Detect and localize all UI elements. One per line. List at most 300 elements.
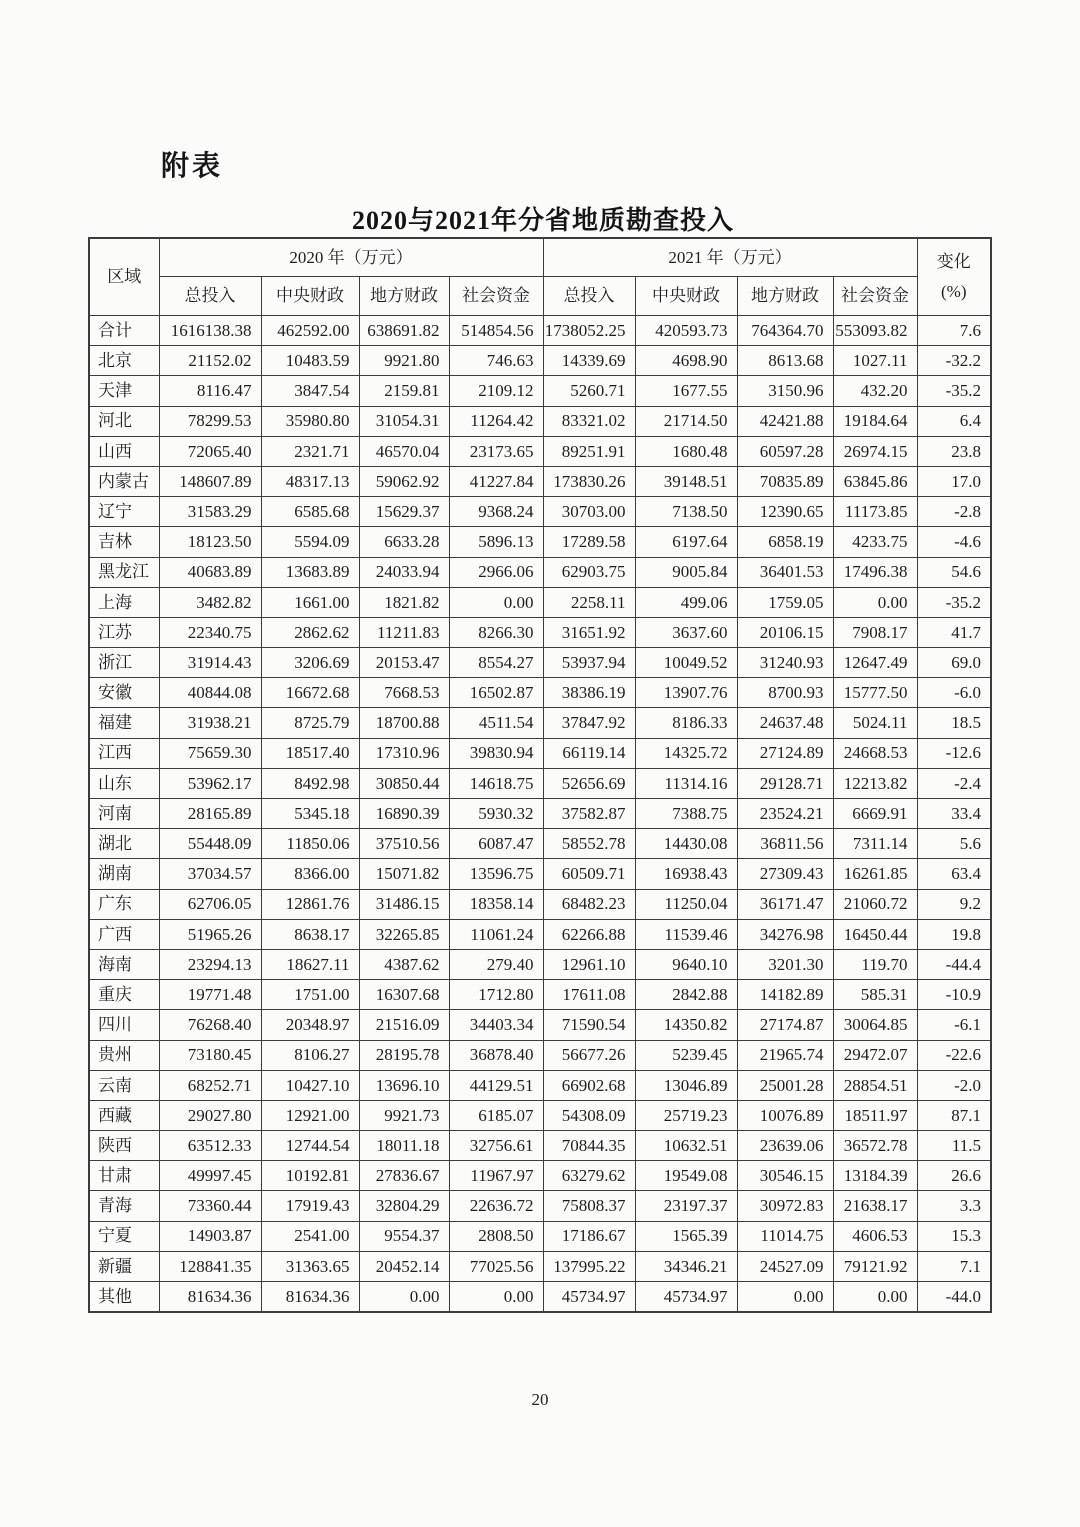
value-cell: 81634.36 (159, 1282, 261, 1313)
col-header-2021-total: 总投入 (543, 277, 635, 316)
value-cell: 12921.00 (261, 1100, 359, 1130)
value-cell: 27836.67 (359, 1161, 449, 1191)
value-cell: 21060.72 (833, 889, 917, 919)
value-cell: 6585.68 (261, 497, 359, 527)
value-cell: 764364.70 (737, 316, 833, 346)
value-cell: 0.00 (833, 587, 917, 617)
col-header-2021-central: 中央财政 (635, 277, 737, 316)
value-cell: 31583.29 (159, 497, 261, 527)
value-cell: 13683.89 (261, 557, 359, 587)
table-row (89, 1191, 991, 1221)
value-cell: 13696.10 (359, 1070, 449, 1100)
change-cell: 7.1 (917, 1251, 991, 1281)
value-cell: 75659.30 (159, 738, 261, 768)
page-number: 20 (531, 1390, 549, 1409)
region-cell: 黑龙江 (89, 557, 159, 587)
table-row (89, 1010, 991, 1040)
value-cell: 9005.84 (635, 557, 737, 587)
value-cell: 17496.38 (833, 557, 917, 587)
value-cell: 11014.75 (737, 1221, 833, 1251)
region-cell: 贵州 (89, 1040, 159, 1070)
value-cell: 11967.97 (449, 1161, 543, 1191)
value-cell: 31363.65 (261, 1251, 359, 1281)
col-header-change (917, 238, 991, 316)
change-cell: 9.2 (917, 889, 991, 919)
value-cell: 11314.16 (635, 768, 737, 798)
region-cell: 浙江 (89, 648, 159, 678)
value-cell: 16502.87 (449, 678, 543, 708)
value-cell: 60597.28 (737, 436, 833, 466)
value-cell: 62266.88 (543, 919, 635, 949)
value-cell: 16450.44 (833, 919, 917, 949)
col-header-2020-social: 社会资金 (449, 277, 543, 316)
value-cell: 5239.45 (635, 1040, 737, 1070)
value-cell: 2862.62 (261, 617, 359, 647)
value-cell: 46570.04 (359, 436, 449, 466)
value-cell: 70835.89 (737, 466, 833, 496)
value-cell: 73180.45 (159, 1040, 261, 1070)
table-row (89, 617, 991, 647)
value-cell: 12961.10 (543, 949, 635, 979)
region-cell: 吉林 (89, 527, 159, 557)
value-cell: 8613.68 (737, 346, 833, 376)
value-cell: 36878.40 (449, 1040, 543, 1070)
value-cell: 0.00 (359, 1282, 449, 1313)
value-cell: 8725.79 (261, 708, 359, 738)
value-cell: 14618.75 (449, 768, 543, 798)
value-cell: 119.70 (833, 949, 917, 979)
value-cell: 462592.00 (261, 316, 359, 346)
value-cell: 29128.71 (737, 768, 833, 798)
value-cell: 21516.09 (359, 1010, 449, 1040)
change-cell: 63.4 (917, 859, 991, 889)
value-cell: 32756.61 (449, 1131, 543, 1161)
value-cell: 14339.69 (543, 346, 635, 376)
value-cell: 0.00 (449, 587, 543, 617)
value-cell: 553093.82 (833, 316, 917, 346)
value-cell: 2258.11 (543, 587, 635, 617)
change-cell: -32.2 (917, 346, 991, 376)
value-cell: 76268.40 (159, 1010, 261, 1040)
table-row (89, 980, 991, 1010)
change-cell: 69.0 (917, 648, 991, 678)
value-cell: 1677.55 (635, 376, 737, 406)
value-cell: 36401.53 (737, 557, 833, 587)
value-cell: 39148.51 (635, 466, 737, 496)
value-cell: 14430.08 (635, 829, 737, 859)
investment-table (88, 237, 992, 1313)
value-cell: 34276.98 (737, 919, 833, 949)
table-row (89, 1221, 991, 1251)
value-cell: 8366.00 (261, 859, 359, 889)
table-row (89, 346, 991, 376)
value-cell: 16672.68 (261, 678, 359, 708)
value-cell: 75808.37 (543, 1191, 635, 1221)
value-cell: 19771.48 (159, 980, 261, 1010)
table-row (89, 648, 991, 678)
value-cell: 37582.87 (543, 799, 635, 829)
change-cell: 17.0 (917, 466, 991, 496)
value-cell: 8116.47 (159, 376, 261, 406)
col-header-2020-central: 中央财政 (261, 277, 359, 316)
value-cell: 48317.13 (261, 466, 359, 496)
value-cell: 9921.80 (359, 346, 449, 376)
region-cell: 湖南 (89, 859, 159, 889)
value-cell: 12647.49 (833, 648, 917, 678)
value-cell: 514854.56 (449, 316, 543, 346)
value-cell: 11264.42 (449, 406, 543, 436)
region-cell: 江苏 (89, 617, 159, 647)
value-cell: 1027.11 (833, 346, 917, 376)
value-cell: 7311.14 (833, 829, 917, 859)
value-cell: 21152.02 (159, 346, 261, 376)
value-cell: 17310.96 (359, 738, 449, 768)
value-cell: 37034.57 (159, 859, 261, 889)
value-cell: 1738052.25 (543, 316, 635, 346)
value-cell: 54308.09 (543, 1100, 635, 1130)
value-cell: 22340.75 (159, 617, 261, 647)
value-cell: 22636.72 (449, 1191, 543, 1221)
value-cell: 1821.82 (359, 587, 449, 617)
value-cell: 6185.07 (449, 1100, 543, 1130)
value-cell: 81634.36 (261, 1282, 359, 1313)
table-row (89, 466, 991, 496)
value-cell: 35980.80 (261, 406, 359, 436)
change-cell: -22.6 (917, 1040, 991, 1070)
value-cell: 23294.13 (159, 949, 261, 979)
value-cell: 6197.64 (635, 527, 737, 557)
region-cell: 河北 (89, 406, 159, 436)
region-cell: 河南 (89, 799, 159, 829)
value-cell: 0.00 (737, 1282, 833, 1313)
value-cell: 56677.26 (543, 1040, 635, 1070)
col-header-region: 区域 (89, 238, 159, 316)
change-label: 变化 (936, 252, 971, 272)
region-cell: 西藏 (89, 1100, 159, 1130)
value-cell: 4387.62 (359, 949, 449, 979)
value-cell: 4233.75 (833, 527, 917, 557)
value-cell: 71590.54 (543, 1010, 635, 1040)
value-cell: 29027.80 (159, 1100, 261, 1130)
change-cell: 54.6 (917, 557, 991, 587)
table-row (89, 376, 991, 406)
table-row (89, 406, 991, 436)
value-cell: 11173.85 (833, 497, 917, 527)
value-cell: 0.00 (449, 1282, 543, 1313)
value-cell: 30850.44 (359, 768, 449, 798)
value-cell: 24527.09 (737, 1251, 833, 1281)
value-cell: 420593.73 (635, 316, 737, 346)
value-cell: 0.00 (833, 1282, 917, 1313)
value-cell: 36171.47 (737, 889, 833, 919)
value-cell: 36572.78 (833, 1131, 917, 1161)
change-cell: -6.0 (917, 678, 991, 708)
value-cell: 1759.05 (737, 587, 833, 617)
value-cell: 52656.69 (543, 768, 635, 798)
region-cell: 上海 (89, 587, 159, 617)
value-cell: 8186.33 (635, 708, 737, 738)
table-row (89, 949, 991, 979)
table-row (89, 889, 991, 919)
value-cell: 16261.85 (833, 859, 917, 889)
value-cell: 40683.89 (159, 557, 261, 587)
value-cell: 31054.31 (359, 406, 449, 436)
value-cell: 9368.24 (449, 497, 543, 527)
value-cell: 63279.62 (543, 1161, 635, 1191)
value-cell: 1680.48 (635, 436, 737, 466)
value-cell: 34403.34 (449, 1010, 543, 1040)
value-cell: 7668.53 (359, 678, 449, 708)
value-cell: 16890.39 (359, 799, 449, 829)
value-cell: 1661.00 (261, 587, 359, 617)
value-cell: 66902.68 (543, 1070, 635, 1100)
value-cell: 25719.23 (635, 1100, 737, 1130)
value-cell: 6858.19 (737, 527, 833, 557)
value-cell: 10483.59 (261, 346, 359, 376)
table-row (89, 1070, 991, 1100)
region-cell: 福建 (89, 708, 159, 738)
table-row (89, 436, 991, 466)
table-row (89, 799, 991, 829)
value-cell: 11539.46 (635, 919, 737, 949)
value-cell: 55448.09 (159, 829, 261, 859)
value-cell: 8700.93 (737, 678, 833, 708)
region-cell: 湖北 (89, 829, 159, 859)
change-cell: -12.6 (917, 738, 991, 768)
value-cell: 18517.40 (261, 738, 359, 768)
value-cell: 28195.78 (359, 1040, 449, 1070)
value-cell: 2541.00 (261, 1221, 359, 1251)
value-cell: 49997.45 (159, 1161, 261, 1191)
table-body (89, 316, 991, 1313)
table-row (89, 527, 991, 557)
value-cell: 14350.82 (635, 1010, 737, 1040)
value-cell: 45734.97 (543, 1282, 635, 1313)
value-cell: 3150.96 (737, 376, 833, 406)
value-cell: 3206.69 (261, 648, 359, 678)
value-cell: 5024.11 (833, 708, 917, 738)
col-header-2021-social: 社会资金 (833, 277, 917, 316)
value-cell: 40844.08 (159, 678, 261, 708)
value-cell: 2842.88 (635, 980, 737, 1010)
value-cell: 34346.21 (635, 1251, 737, 1281)
value-cell: 45734.97 (635, 1282, 737, 1313)
region-cell: 江西 (89, 738, 159, 768)
value-cell: 24668.53 (833, 738, 917, 768)
change-cell: 18.5 (917, 708, 991, 738)
col-group-2020: 2020 年（万元） (159, 238, 543, 277)
value-cell: 9640.10 (635, 949, 737, 979)
change-cell: -44.0 (917, 1282, 991, 1313)
table-row (89, 1100, 991, 1130)
region-cell: 山西 (89, 436, 159, 466)
value-cell: 36811.56 (737, 829, 833, 859)
value-cell: 19184.64 (833, 406, 917, 436)
value-cell: 14182.89 (737, 980, 833, 1010)
value-cell: 27309.43 (737, 859, 833, 889)
value-cell: 12390.65 (737, 497, 833, 527)
value-cell: 6087.47 (449, 829, 543, 859)
table-row (89, 738, 991, 768)
value-cell: 41227.84 (449, 466, 543, 496)
table-row (89, 859, 991, 889)
region-cell: 山东 (89, 768, 159, 798)
table-row (89, 678, 991, 708)
value-cell: 30546.15 (737, 1161, 833, 1191)
col-header-2020-total: 总投入 (159, 277, 261, 316)
table-row (89, 1040, 991, 1070)
change-cell: -2.0 (917, 1070, 991, 1100)
value-cell: 3482.82 (159, 587, 261, 617)
value-cell: 53962.17 (159, 768, 261, 798)
region-cell: 天津 (89, 376, 159, 406)
value-cell: 585.31 (833, 980, 917, 1010)
region-cell: 北京 (89, 346, 159, 376)
value-cell: 63845.86 (833, 466, 917, 496)
value-cell: 4606.53 (833, 1221, 917, 1251)
value-cell: 39830.94 (449, 738, 543, 768)
value-cell: 5896.13 (449, 527, 543, 557)
change-cell: 15.3 (917, 1221, 991, 1251)
value-cell: 23524.21 (737, 799, 833, 829)
value-cell: 17289.58 (543, 527, 635, 557)
value-cell: 1751.00 (261, 980, 359, 1010)
value-cell: 18627.11 (261, 949, 359, 979)
table-row (89, 1251, 991, 1281)
table-row (89, 1161, 991, 1191)
value-cell: 279.40 (449, 949, 543, 979)
region-cell: 陕西 (89, 1131, 159, 1161)
value-cell: 21965.74 (737, 1040, 833, 1070)
value-cell: 77025.56 (449, 1251, 543, 1281)
value-cell: 17186.67 (543, 1221, 635, 1251)
change-cell: 41.7 (917, 617, 991, 647)
change-unit: (%) (941, 282, 967, 301)
value-cell: 2159.81 (359, 376, 449, 406)
change-cell: 19.8 (917, 919, 991, 949)
value-cell: 89251.91 (543, 436, 635, 466)
value-cell: 7138.50 (635, 497, 737, 527)
value-cell: 62903.75 (543, 557, 635, 587)
value-cell: 11850.06 (261, 829, 359, 859)
region-cell: 新疆 (89, 1251, 159, 1281)
value-cell: 2808.50 (449, 1221, 543, 1251)
value-cell: 68482.23 (543, 889, 635, 919)
value-cell: 25001.28 (737, 1070, 833, 1100)
value-cell: 17919.43 (261, 1191, 359, 1221)
value-cell: 8106.27 (261, 1040, 359, 1070)
value-cell: 128841.35 (159, 1251, 261, 1281)
value-cell: 5930.32 (449, 799, 543, 829)
value-cell: 6633.28 (359, 527, 449, 557)
region-cell: 广东 (89, 889, 159, 919)
value-cell: 20452.14 (359, 1251, 449, 1281)
value-cell: 137995.22 (543, 1251, 635, 1281)
change-cell: -35.2 (917, 376, 991, 406)
region-cell: 云南 (89, 1070, 159, 1100)
change-cell: -44.4 (917, 949, 991, 979)
change-cell: 5.6 (917, 829, 991, 859)
table-row (89, 1282, 991, 1313)
value-cell: 7388.75 (635, 799, 737, 829)
value-cell: 3637.60 (635, 617, 737, 647)
value-cell: 44129.51 (449, 1070, 543, 1100)
value-cell: 19549.08 (635, 1161, 737, 1191)
value-cell: 15629.37 (359, 497, 449, 527)
value-cell: 18700.88 (359, 708, 449, 738)
value-cell: 18358.14 (449, 889, 543, 919)
col-group-2021: 2021 年（万元） (543, 238, 917, 277)
value-cell: 9921.73 (359, 1100, 449, 1130)
value-cell: 29472.07 (833, 1040, 917, 1070)
value-cell: 58552.78 (543, 829, 635, 859)
value-cell: 2321.71 (261, 436, 359, 466)
value-cell: 7908.17 (833, 617, 917, 647)
value-cell: 51965.26 (159, 919, 261, 949)
value-cell: 31486.15 (359, 889, 449, 919)
value-cell: 6669.91 (833, 799, 917, 829)
value-cell: 14325.72 (635, 738, 737, 768)
value-cell: 38386.19 (543, 678, 635, 708)
region-cell: 四川 (89, 1010, 159, 1040)
value-cell: 16938.43 (635, 859, 737, 889)
value-cell: 66119.14 (543, 738, 635, 768)
region-cell: 青海 (89, 1191, 159, 1221)
value-cell: 53937.94 (543, 648, 635, 678)
col-header-2020-local: 地方财政 (359, 277, 449, 316)
change-cell: 11.5 (917, 1131, 991, 1161)
value-cell: 5345.18 (261, 799, 359, 829)
value-cell: 9554.37 (359, 1221, 449, 1251)
value-cell: 31240.93 (737, 648, 833, 678)
value-cell: 1616138.38 (159, 316, 261, 346)
value-cell: 3847.54 (261, 376, 359, 406)
value-cell: 746.63 (449, 346, 543, 376)
region-cell: 合计 (89, 316, 159, 346)
table-header (89, 238, 991, 316)
value-cell: 27124.89 (737, 738, 833, 768)
change-cell: -2.8 (917, 497, 991, 527)
page-title: 2020与2021年分省地质勘查投入 (351, 206, 734, 235)
value-cell: 23173.65 (449, 436, 543, 466)
change-cell: 6.4 (917, 406, 991, 436)
value-cell: 2109.12 (449, 376, 543, 406)
value-cell: 15071.82 (359, 859, 449, 889)
change-cell: -2.4 (917, 768, 991, 798)
value-cell: 28165.89 (159, 799, 261, 829)
value-cell: 3201.30 (737, 949, 833, 979)
value-cell: 70844.35 (543, 1131, 635, 1161)
region-cell: 安徽 (89, 678, 159, 708)
value-cell: 5594.09 (261, 527, 359, 557)
change-cell: 87.1 (917, 1100, 991, 1130)
region-cell: 甘肃 (89, 1161, 159, 1191)
region-cell: 海南 (89, 949, 159, 979)
col-header-2021-local: 地方财政 (737, 277, 833, 316)
table-row (89, 768, 991, 798)
value-cell: 23197.37 (635, 1191, 737, 1221)
value-cell: 28854.51 (833, 1070, 917, 1100)
value-cell: 11061.24 (449, 919, 543, 949)
value-cell: 32265.85 (359, 919, 449, 949)
value-cell: 12744.54 (261, 1131, 359, 1161)
value-cell: 37510.56 (359, 829, 449, 859)
value-cell: 14903.87 (159, 1221, 261, 1251)
value-cell: 79121.92 (833, 1251, 917, 1281)
value-cell: 63512.33 (159, 1131, 261, 1161)
value-cell: 32804.29 (359, 1191, 449, 1221)
value-cell: 68252.71 (159, 1070, 261, 1100)
